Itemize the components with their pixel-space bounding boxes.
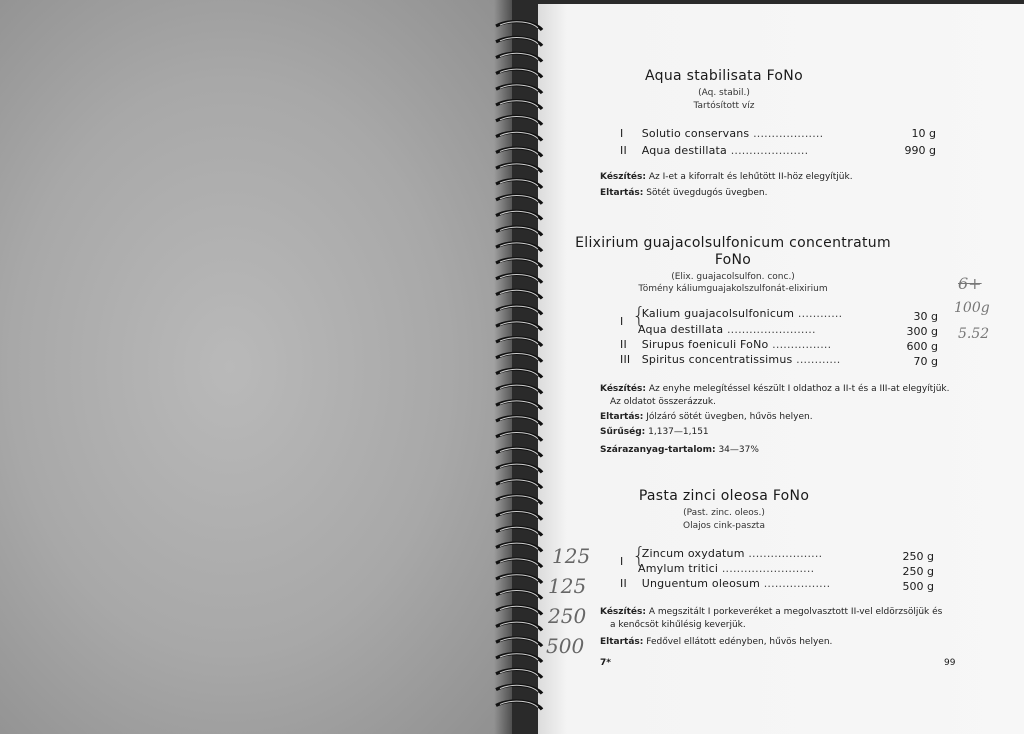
ingredient-group-brace: { xyxy=(632,304,646,329)
preparation-note xyxy=(600,384,949,394)
preparation-note xyxy=(600,607,942,617)
ingredient-line xyxy=(638,562,814,575)
ingredient-line xyxy=(620,338,831,351)
storage-label: Eltartás: xyxy=(600,412,644,422)
handwritten-note: 5.52 xyxy=(958,326,990,342)
ingredient-line xyxy=(620,577,830,590)
ingredient-name: Amylum tritici xyxy=(638,562,719,575)
ingredient-line xyxy=(620,547,823,568)
ingredient-dots: ......................... xyxy=(721,562,815,575)
ingredient-amount: 990 g xyxy=(904,144,936,157)
storage-label: Eltartás: xyxy=(600,188,644,198)
ingredient-dots: ............ xyxy=(797,307,843,320)
ingredient-line xyxy=(620,144,808,157)
storage-label: Eltartás: xyxy=(600,637,644,647)
dry-matter-note xyxy=(600,445,759,455)
right-page xyxy=(538,4,1024,734)
recipe-title: Elixirium guajacolsulfonicum concentratum xyxy=(575,235,891,251)
preparation-label: Készítés: xyxy=(600,384,646,394)
ingredient-dots: ................... xyxy=(753,127,824,140)
ingredient-number: II xyxy=(620,577,627,590)
recipe-subtitle: Olajos cink-paszta xyxy=(683,521,765,531)
ingredient-dots: ................ xyxy=(772,338,832,351)
storage-note xyxy=(600,637,832,647)
ingredient-dots: ........................ xyxy=(726,323,816,336)
ingredient-line xyxy=(620,127,823,140)
storage-note xyxy=(600,188,768,198)
ingredient-number: I xyxy=(620,555,624,568)
ingredient-amount: 30 g xyxy=(913,310,938,323)
handwritten-note: 500 xyxy=(546,634,585,658)
preparation-text: Az I-et a kiforralt és lehűtött II-höz elegyítjük. xyxy=(648,172,853,182)
storage-note xyxy=(600,412,813,422)
spiral-binding xyxy=(492,20,548,720)
recipe-subtitle: Tartósított víz xyxy=(693,101,755,111)
ingredient-amount: 300 g xyxy=(906,325,938,338)
ingredient-line xyxy=(638,323,816,336)
handwritten-note: 250 xyxy=(548,604,587,628)
ingredient-amount: 500 g xyxy=(902,580,934,593)
handwritten-note: 6+ xyxy=(958,274,982,293)
density-text: 1,137—1,151 xyxy=(648,427,709,437)
preparation-label: Készítés: xyxy=(600,172,646,182)
ingredient-name: Spiritus concentratissimus xyxy=(641,353,793,366)
storage-text: Jólzáró sötét üvegben, hűvös helyen. xyxy=(646,412,813,422)
ingredient-name: Unguentum oleosum xyxy=(641,577,761,590)
ingredient-name: Zincum oxydatum xyxy=(641,547,745,560)
density-note xyxy=(600,427,709,437)
recipe-abbreviation: (Aq. stabil.) xyxy=(698,88,750,98)
ingredient-dots: ..................... xyxy=(730,144,809,157)
preparation-text: Az enyhe melegítéssel készült I oldathoz a II-t és a III-at elegyítjük. xyxy=(648,384,950,394)
recipe-subtitle: Tömény káliumguajakolszulfonát-elixirium xyxy=(638,284,828,294)
ingredient-number: II xyxy=(620,338,627,351)
ingredient-amount: 600 g xyxy=(906,340,938,353)
handwritten-note: 125 xyxy=(548,574,587,598)
preparation-label: Készítés: xyxy=(600,607,646,617)
recipe-title-line2: FoNo xyxy=(714,252,752,268)
recipe-abbreviation: (Elix. guajacolsulfon. conc.) xyxy=(671,272,795,282)
page-number: 99 xyxy=(944,658,956,668)
ingredient-dots: .................. xyxy=(763,577,831,590)
ingredient-group-brace: { xyxy=(632,544,646,569)
handwritten-note: 100g xyxy=(954,300,990,316)
preparation-note-cont: Az oldatot összerázzuk. xyxy=(610,397,716,407)
preparation-text: A megszitált I porkeveréket a megolvasztott II-vel eldörzsöljük és xyxy=(648,607,943,617)
signature-mark: 7* xyxy=(600,658,611,668)
handwritten-note: 125 xyxy=(552,544,591,568)
ingredient-number: I xyxy=(620,315,624,328)
density-label: Sűrűség: xyxy=(600,427,646,437)
ingredient-line xyxy=(620,353,841,366)
preparation-note xyxy=(600,172,853,182)
recipe-title: Pasta zinci oleosa FoNo xyxy=(638,488,810,504)
ingredient-number: III xyxy=(620,353,631,366)
ingredient-dots: ............ xyxy=(796,353,841,366)
storage-text: Sötét üvegdugós üvegben. xyxy=(646,188,768,198)
ingredient-amount: 250 g xyxy=(902,565,934,578)
dry-matter-label: Szárazanyag-tartalom: xyxy=(600,445,716,455)
ingredient-line xyxy=(620,307,843,328)
ingredient-name: Sirupus foeniculi FoNo xyxy=(641,338,769,351)
ingredient-name: Kalium guajacolsulfonicum xyxy=(641,307,795,320)
dry-matter-text: 34—37% xyxy=(718,445,759,455)
ingredient-amount: 250 g xyxy=(902,550,934,563)
ingredient-amount: 70 g xyxy=(913,355,938,368)
ingredient-name: Solutio conservans xyxy=(641,127,750,140)
ingredient-name: Aqua destillata xyxy=(641,144,727,157)
recipe-title: Aqua stabilisata FoNo xyxy=(645,68,803,84)
ingredient-number: II xyxy=(620,144,627,157)
ingredient-dots: .................... xyxy=(748,547,823,560)
recipe-abbreviation: (Past. zinc. oleos.) xyxy=(683,508,765,518)
ingredient-number: I xyxy=(620,127,624,140)
ingredient-amount: 10 g xyxy=(911,127,936,140)
preparation-note-cont: a kenőcsöt kihűlésig keverjük. xyxy=(610,620,746,630)
storage-text: Fedővel ellátott edényben, hűvös helyen. xyxy=(646,637,833,647)
ingredient-name: Aqua destillata xyxy=(638,323,724,336)
